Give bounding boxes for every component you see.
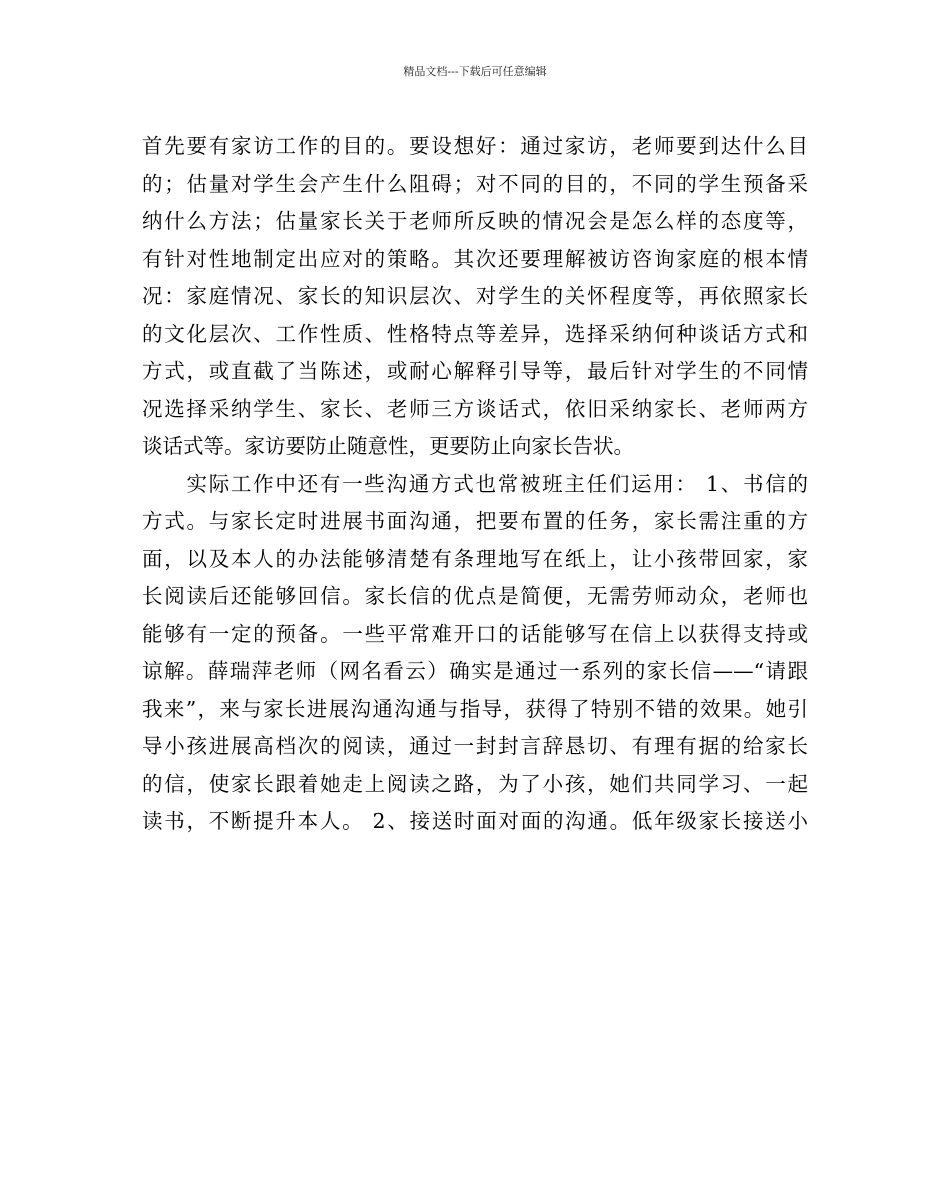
paragraph-line: 首先要有家访工作的目的。要设想好：通过家访，老师要到达什么目 [142, 134, 808, 158]
paragraph-line: 的；估量对学生会产生什么阻碍；对不同的目的，不同的学生预备采 [142, 171, 808, 196]
paragraph-line: 实际工作中还有一些沟通方式也常被班主任们运用： 1、书信的 [142, 471, 808, 496]
paragraph-line: 的文化层次、工作性质、性格特点等差异，选择采纳何种谈话方式和 [142, 321, 808, 346]
paragraph-line: 方式，或直截了当陈述，或耐心解释引导等，最后针对学生的不同情 [142, 359, 808, 383]
paragraph-line: 的信，使家长跟着她走上阅读之路，为了小孩，她们共同学习、一起 [142, 771, 808, 796]
paragraph-line: 长阅读后还能够回信。家长信的优点是简便，无需劳师动众，老师也 [142, 584, 808, 608]
page-header: 精品文档---下载后可任意编辑 [403, 65, 547, 78]
paragraph-line: 谈话式等。家访要防止随意性，更要防止向家长告状。 [142, 434, 634, 458]
paragraph-line: 有针对性地制定出应对的策略。其次还要理解被访咨询家庭的根本情 [142, 246, 808, 271]
paragraph-line: 我来”，来与家长进展沟通沟通与指导，获得了特别不错的效果。她引 [142, 696, 808, 721]
paragraph-1 [142, 128, 808, 466]
paragraph-line: 能够有一定的预备。一些平常难开口的话能够写在信上以获得支持或 [142, 621, 808, 646]
paragraph-line: 读书，不断提升本人。 2、接送时面对面的沟通。低年级家长接送小 [142, 809, 808, 833]
paragraph-line: 况：家庭情况、家长的知识层次、对学生的关怀程度等，再依照家长 [142, 284, 808, 308]
paragraph-line: 导小孩进展高档次的阅读，通过一封封言辞恳切、有理有据的给家长 [142, 734, 808, 758]
paragraph-line: 方式。与家长定时进展书面沟通，把要布置的任务，家长需注重的方 [142, 509, 808, 533]
body-text [142, 128, 808, 841]
paragraph-2 [142, 466, 808, 841]
paragraph-line: 纳什么方法；估量家长关于老师所反映的情况会是怎么样的态度等， [142, 209, 808, 233]
paragraph-line: 况选择采纳学生、家长、老师三方谈话式，依旧采纳家长、老师两方 [142, 396, 808, 421]
paragraph-line: 面，以及本人的办法能够清楚有条理地写在纸上，让小孩带回家，家 [142, 546, 808, 571]
paragraph-line: 谅解。薛瑞萍老师（网名看云）确实是通过一系列的家长信——“请跟 [142, 659, 808, 683]
